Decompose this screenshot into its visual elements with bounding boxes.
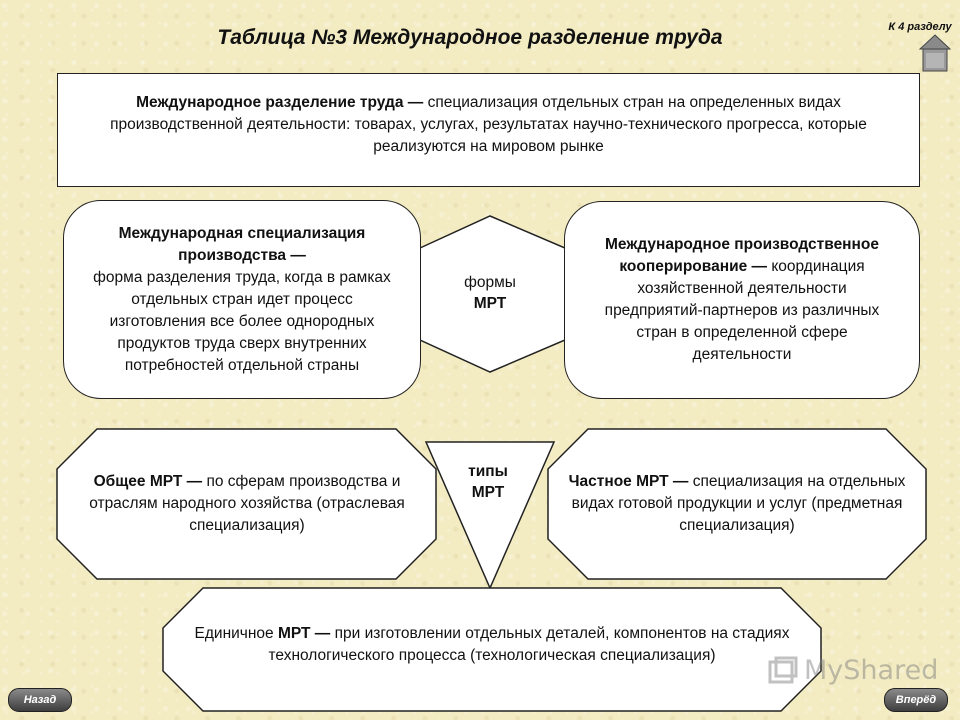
private-mrt-box [560, 432, 914, 576]
general-term: Общее МРТ — [93, 473, 203, 490]
definition-term: Международное разделение труда — [136, 94, 424, 111]
single-text: при изготовлении отдельных деталей, компонентов на стадиях технологического процесса (технологическая специализация) [268, 625, 790, 664]
cooperation-term: Международное производственное кооперирование — [605, 236, 879, 275]
watermark [768, 655, 938, 686]
page-title: Таблица №3 Международное разделение труда [217, 26, 723, 49]
general-mrt-box [70, 432, 424, 576]
forms-label [430, 272, 550, 314]
specialization-term: Международная специализация производства — [118, 224, 366, 264]
general-text: по сферам производства и отраслям народного хозяйства (отраслевая специализация) [89, 473, 405, 534]
types-label-line2: МРТ [471, 484, 505, 501]
forms-label-line1: формы [464, 274, 516, 291]
watermark-logo-icon [768, 656, 798, 686]
watermark-text: MyShared [804, 655, 939, 686]
single-term: МРТ — [277, 625, 331, 642]
private-text: специализация на отдельных видах готовой продукции и услуг (предметная специализация) [571, 473, 906, 534]
private-term: Частное МРТ — [568, 473, 689, 490]
section-link-label: К 4 разделу [888, 21, 952, 33]
single-term-prefix: Единичное [194, 625, 274, 642]
single-mrt-box [175, 592, 809, 708]
cooperation-box [564, 201, 920, 399]
back-button[interactable]: Назад [8, 688, 72, 712]
types-label [428, 461, 548, 503]
definition-text: специализация отдельных стран на определенных видах производственной деятельности: товарах, услугах, результатах научно-технического прогресса, которые реализуются на мировом рынке [110, 94, 867, 155]
types-label-line1: типы [468, 463, 508, 480]
specialization-text: форма разделения труда, когда в рамках отдельных стран идет процесс изготовления все более однородных продуктов труда сверх внутренних потребностей отдельной страны [93, 268, 391, 374]
forms-label-line2: МРТ [473, 295, 507, 312]
cooperation-text: координация хозяйственной деятельности предприятий-партнеров из различных стран в определенной сфере деятельности [604, 258, 880, 363]
definition-box [57, 73, 920, 187]
specialization-box [63, 200, 421, 399]
forward-button[interactable]: Вперёд [884, 688, 948, 712]
